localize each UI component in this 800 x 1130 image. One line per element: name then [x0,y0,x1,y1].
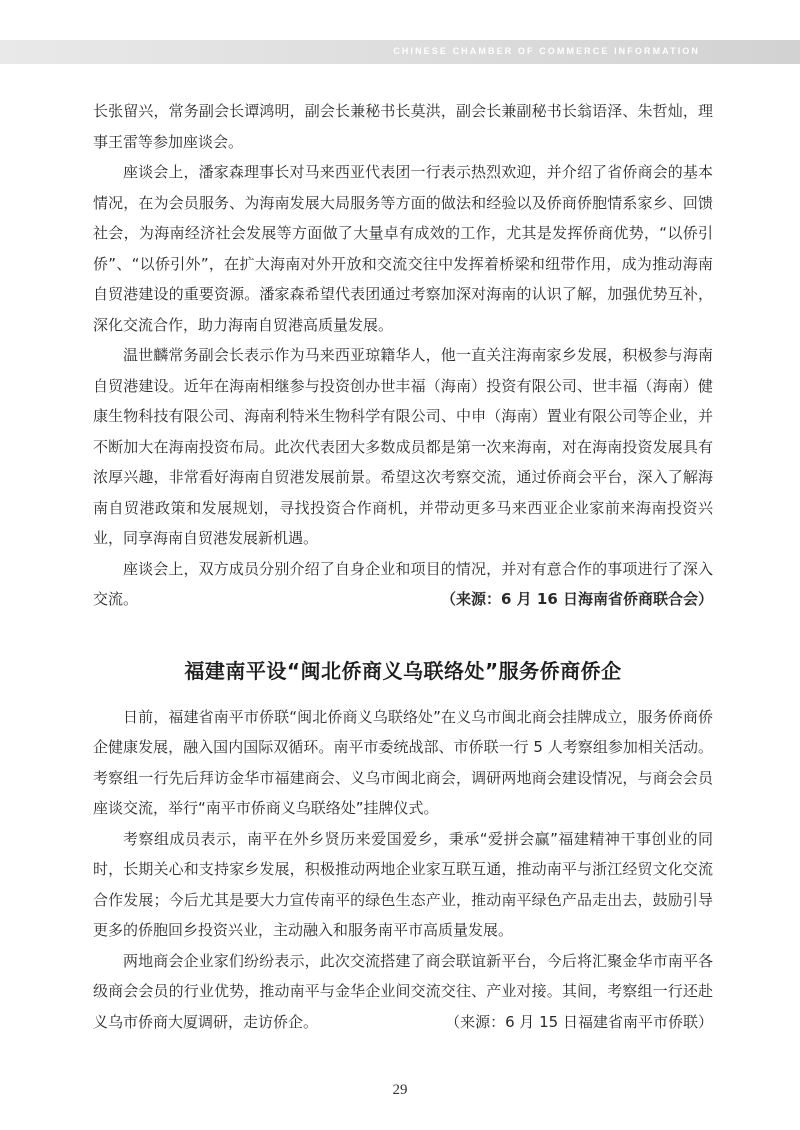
article-nanping [93,655,713,1038]
article1-paragraph-1: 长张留兴，常务副会长谭鸿明，副会长兼秘书长莫洪，副会长兼副秘书长翁语泽、朱哲灿，理事王雷等参加座谈会。 [93,102,713,151]
page-number: 29 [392,1082,408,1098]
publication-header: CHINESE CHAMBER OF COMMERCE INFORMATION [393,46,700,56]
article2-paragraph-3-text: 两地商会企业家们纷纷表示，此次交流搭建了商会联谊新平台，今后将汇聚金华市南平各级商会会员的行业优势，推动南平与金华企业间交流交往、产业对接。其间，考察组一行还赴义乌市侨商大厦调研，走访侨企。 [93,951,713,1031]
article1-source: （来源：6 月 16 日海南省侨商联合会） [441,590,713,608]
article1-paragraph-4 [93,554,713,615]
article1-paragraph-3: 温世麟常务副会长表示作为马来西亚琼籍华人，他一直关注海南家乡发展，积极参与海南自贸港建设。近年在海南相继参与投资创办世丰福（海南）投资有限公司、世丰福（海南）健康生物科技有限公司、海南利特米生物科学有限公司、中申（海南）置业有限公司等企业，并不断加大在海南投资布局。此次代表团大多数成员都是第一次来海南，对在海南投资发展具有浓厚兴趣，非常看好海南自贸港发展前景。希望这次考察交流，通过侨商会平台，深入了解海南自贸港政策和发展规划，寻找投资合作商机，并带动更多马来西亚企业家前来海南投资兴业，同享海南自贸港发展新机遇。 [93,346,713,547]
article2-paragraph-2: 考察组成员表示，南平在外乡贤历来爱国爱乡，秉承“爱拼会赢”福建精神干事创业的同时，长期关心和支持家乡发展，积极推动两地企业家互联互通，推动南平与浙江经贸文化交流合作发展；今后尤其是要大力宣传南平的绿色生态产业，推动南平绿色产品走出去，鼓励引导更多的侨胞回乡投资兴业，主动融入和服务南平市高质量发展。 [93,829,713,939]
article2-paragraph-3 [93,946,713,1038]
article2-title: 福建南平设“闽北侨商义乌联络处”服务侨商侨企 [184,658,622,683]
article1-paragraph-4-text: 座谈会上，双方成员分别介绍了自身企业和项目的情况，并对有意合作的事项进行了深入交流。 [93,559,713,608]
article1-paragraph-2: 座谈会上，潘家森理事长对马来西亚代表团一行表示热烈欢迎，并介绍了省侨商会的基本情况，在为会员服务、为海南发展大局服务等方面的做法和经验以及侨商侨胞情系家乡、回馈社会，为海南经济社会发展等方面做了大量卓有成效的工作，尤其是发挥侨商优势，“以侨引侨”、“以侨引外”，在扩大海南对外开放和交流交往中发挥着桥梁和纽带作用，成为推动海南自贸港建设的重要资源。潘家森希望代表团通过考察加深对海南的认识了解，加强优势互补，深化交流合作，助力海南自贸港高质量发展。 [93,163,713,334]
page-content [93,96,713,1037]
article-hainan [93,96,713,615]
article2-source: （来源：6 月 15 日福建省南平市侨联） [445,1012,713,1031]
article2-paragraph-1: 日前，福建省南平市侨联“闽北侨商义乌联络处”在义乌市闽北商会挂牌成立，服务侨商侨企健康发展，融入国内国际双循环。南平市委统战部、市侨联一行 5 人考察组参加相关活动。考察组一行先后拜访金华市福建商会、义乌市闽北商会，调研两地商会建设情况，与商会会员座谈交流，举行“南平市侨商义乌联络处”挂牌仪式。 [93,707,713,817]
